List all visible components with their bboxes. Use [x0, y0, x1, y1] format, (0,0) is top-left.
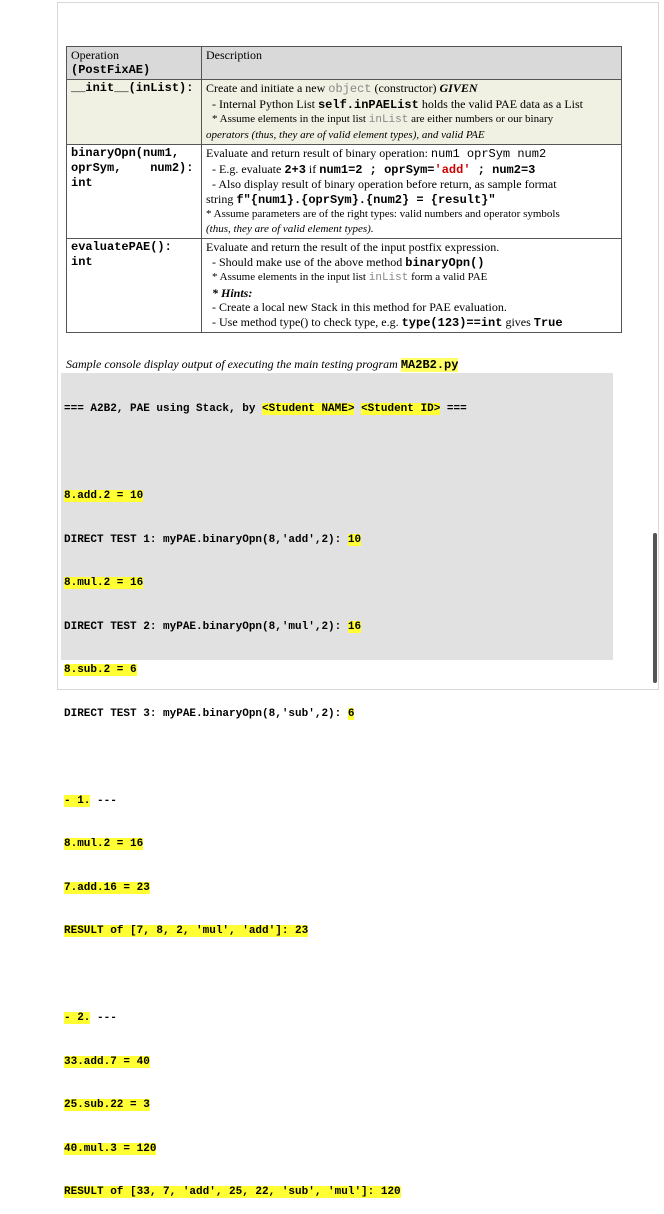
console-line: RESULT of [7, 8, 2, 'mul', 'add']: 23 [64, 925, 309, 937]
table-row-binaryopn [67, 145, 622, 239]
evaluatepae-line-5: - Create a local new Stack in this method for PAE evaluation. [212, 300, 507, 314]
evaluatepae-hints: * Hints: [212, 285, 253, 300]
console-line: DIRECT TEST 3: myPAE.binaryOpn(8,'sub',2): 6 [64, 707, 355, 720]
header-description-cell [202, 47, 622, 80]
console-line: 40.mul.3 = 120 [64, 1142, 157, 1155]
console-blank [61, 968, 613, 983]
console-line: 8.sub.2 = 6 [64, 664, 137, 676]
table-row-evaluatepae [67, 239, 622, 333]
binaryopn-signature-1: binaryOpn(num1, [71, 146, 180, 160]
binaryopn-line-6: (thus, they are of valid element types). [206, 222, 374, 235]
binaryopn-line-5: * Assume parameters are of the right types: valid numbers and operator symbols [206, 208, 560, 220]
evaluatepae-line-6: - Use method type() to check type, e.g. type(123)==int gives True [212, 314, 563, 330]
console-line: - 2. --- [64, 1012, 117, 1024]
header-description: Description [206, 48, 262, 62]
binaryopn-line-4: string f"{num1}.{oprSym}.{num2} = {result}" [206, 191, 496, 207]
header-class-name: (PostFixAE) [71, 62, 151, 77]
evaluatepae-line-1: Evaluate and return the result of the input postfix expression. [206, 240, 500, 254]
console-line: 7.add.16 = 23 [64, 881, 150, 894]
binaryopn-signature-2: oprSym, num2): [71, 161, 194, 175]
binaryopn-description-cell [202, 145, 622, 239]
init-signature: __init__(inList): [71, 81, 194, 95]
init-line-1: Create and initiate a new object (constructor) GIVEN [206, 81, 478, 96]
table-row-init [67, 80, 622, 145]
sample-output-caption: Sample console display output of executing the main testing program MA2B2.py [66, 357, 459, 372]
init-line-4: operators (thus, they are of valid element types), and valid PAE [206, 128, 485, 141]
evaluatepae-return-type: int [71, 255, 93, 269]
console-header: === A2B2, PAE using Stack, by <Student NAME> <Student ID> === [64, 403, 467, 415]
console-line: DIRECT TEST 2: myPAE.binaryOpn(8,'mul',2): 16 [64, 620, 362, 633]
console-line: 33.add.7 = 40 [64, 1055, 150, 1068]
header-operation-cell [67, 47, 202, 80]
console-line: 8.add.2 = 10 [64, 490, 144, 502]
console-line: 8.mul.2 = 16 [64, 577, 144, 589]
console-blank [61, 750, 613, 765]
evaluatepae-line-2: - Should make use of the above method binaryOpn() [212, 254, 485, 270]
init-line-2: - Internal Python List self.inPAEList holds the valid PAE data as a List [212, 96, 584, 112]
binaryopn-signature-cell [67, 145, 202, 239]
console-blank [61, 446, 613, 461]
console-output [61, 373, 613, 1198]
console-line: RESULT of [33, 7, 'add', 25, 22, 'sub', 'mul']: 120 [64, 1186, 401, 1198]
init-line-3: * Assume elements in the input list inList are either numbers or our binary [212, 113, 554, 126]
binaryopn-return-type: int [71, 176, 93, 190]
table-header-row [67, 47, 622, 80]
operations-table [66, 46, 622, 333]
scrollbar-thumb[interactable] [653, 533, 657, 683]
console-line: 25.sub.22 = 3 [64, 1099, 150, 1111]
console-line: - 1. --- [64, 794, 117, 807]
header-operation: Operation [71, 48, 119, 62]
binaryopn-line-1: Evaluate and return result of binary operation: num1 oprSym num2 [206, 146, 547, 161]
evaluatepae-line-3: * Assume elements in the input list inList form a valid PAE [212, 271, 488, 284]
evaluatepae-signature-cell [67, 239, 202, 333]
evaluatepae-description-cell [202, 239, 622, 333]
binaryopn-line-3: - Also display result of binary operation before return, as sample format [212, 177, 557, 191]
init-description-cell [202, 80, 622, 145]
console-line: 8.mul.2 = 16 [64, 838, 144, 850]
binaryopn-line-2: - E.g. evaluate 2+3 if num1=2 ; oprSym='add' ; num2=3 [212, 161, 536, 177]
init-signature-cell [67, 80, 202, 145]
evaluatepae-signature: evaluatePAE(): [71, 240, 172, 254]
console-line: DIRECT TEST 1: myPAE.binaryOpn(8,'add',2): 10 [64, 533, 362, 546]
program-filename: MA2B2.py [400, 358, 459, 372]
